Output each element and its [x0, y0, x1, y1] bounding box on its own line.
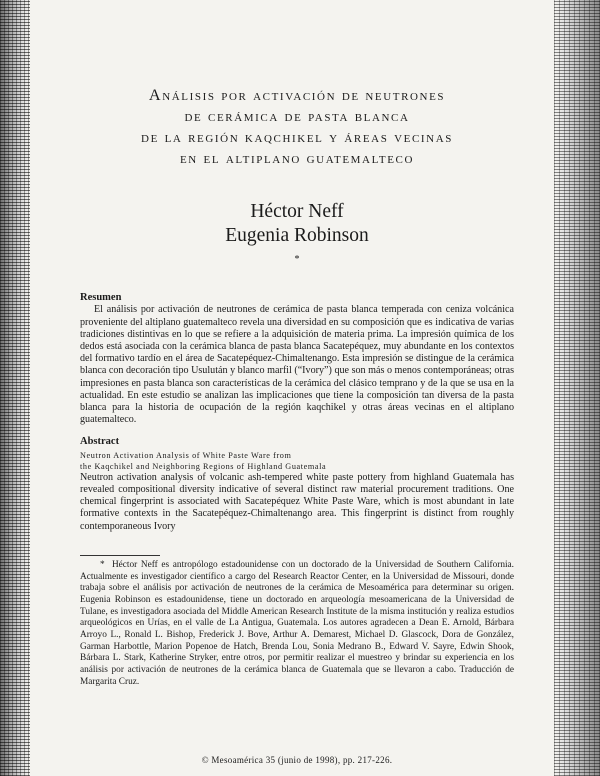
- title-line: de cerámica de pasta blanca: [184, 106, 410, 125]
- footnote-text: Héctor Neff es antropólogo estadounidense con un doctorado de la Universidad de Southern California. Actualmente es investigador científico a cargo del Research Reactor Center, en la Universidad de Missouri, donde trabaja sobre el análisis por activación de neutrones de la cerámica de Mesoamérica para determinar su origen. Eugenia Robinson es estadounidense, tiene un doctorado en arqueología mesoamericana de la Universidad de Tulane, es investigadora asociada del Middle American Research Institute de la misma institución y realiza estudios arqueológicos en Urías, en el valle de La Antigua, Guatemala. Los autores agradecen a Dean E. Arnold, Bárbara Arroyo L., Ronald L. Bishop, Frederick J. Bove, Arthur A. Demarest, Michael D. Glascock, Dora de González, Garman Harbottle, Marion Popenoe de Hatch, Brenda Lou, Sonia Medrano B., Edward V. Sayre, Edwin Shook, Bárbara L. Stark, Katherine Stryker, entre otros, por permitir realizar el muestreo y brindar su experiencia en los análisis por activación de neutrones de la cerámica blanca de Guatemala que se llevaron a cabo. Traducción de Margarita Cruz.: [80, 559, 514, 687]
- footnote-marker: *: [100, 559, 105, 570]
- author-block: [80, 200, 514, 272]
- title-line: de la región kaqchikel y áreas vecinas: [141, 127, 453, 146]
- page-folio: © Mesoamérica 35 (junio de 1998), pp. 217-226.: [201, 755, 393, 765]
- resumen-heading: Resumen: [80, 292, 122, 303]
- english-title-line: the Kaqchikel and Neighboring Regions of Highland Guatemala: [80, 461, 327, 471]
- english-title: [80, 450, 514, 472]
- scan-edge-left: [0, 0, 30, 776]
- author-name: Eugenia Robinson: [225, 225, 369, 246]
- article-title: [80, 84, 514, 168]
- article-page: [80, 84, 514, 689]
- footnote-divider: [80, 555, 160, 556]
- footnote-marker: *: [294, 254, 300, 265]
- title-line: Análisis por activación de neutrones: [148, 85, 446, 104]
- abstract-text: Neutron activation analysis of volcanic ash-tempered white paste pottery from highland Guatemala has revealed compositional diversity indicative of several distinct raw material procurement traditions. One chemical fingerprint is associated with Sacatepéquez White Paste Ware, which is most abundant in late formative contexts in the Sacatepéquez-Chimaltenango area. This fingerprint is distinct from roughly contemporaneous Ivory: [80, 471, 514, 532]
- english-title-line: Neutron Activation Analysis of White Paste Ware from: [80, 450, 292, 460]
- resumen-text: El análisis por activación de neutrones de cerámica de pasta blanca temperada con ceniza volcánica proveniente del altiplano guatemalteco revela una diversidad en su composición que es indicativa de varias tradiciones distintivas en lo que se refiere a la adquisición de materia prima. La impresión química de los dedos está asociada con la cerámica blanca de pasta blanca Sacatepéquez, muy abundante en los contextos del formativo tardío en el área de Sacatepéquez-Chimaltenango. Esta impresión se distingue de la cerámica blanca con decoración tipo Usulután y blanco marfil (“Ivory”) que son más o menos contemporáneas; otras impresiones en pasta blanca son características de la cerámica del clásico temprano y de la que se usa en la actualidad. En este estudio se analizan las implicaciones que tiene la composición tan diversa de la pasta blanca para la historia de ocupación de la región kaqchikel y otras áreas vecinas en el altiplano guatemalteco.: [80, 304, 514, 426]
- author-name: Héctor Neff: [250, 201, 344, 222]
- author-footnote: [80, 560, 514, 689]
- title-line: en el altiplano guatemalteco: [179, 148, 415, 167]
- author-name-with-note: [80, 224, 514, 272]
- scan-edge-right: [554, 0, 600, 776]
- abstract-heading: Abstract: [80, 436, 120, 448]
